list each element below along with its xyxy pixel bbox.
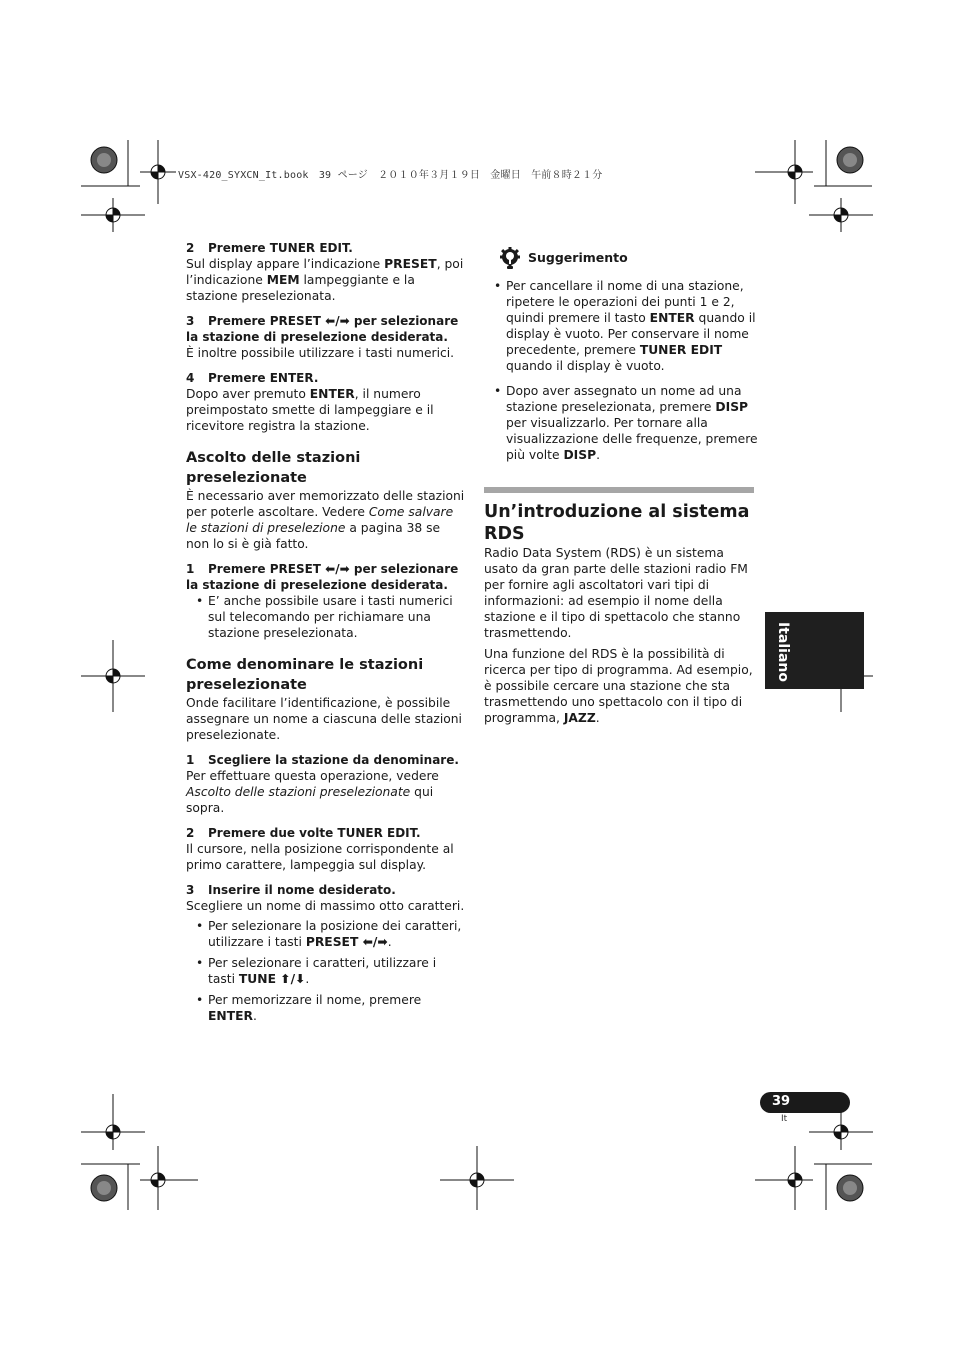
language-tab: [765, 612, 864, 689]
left-right-arrow-icon: ⬅/➡: [362, 935, 388, 949]
section-divider: [484, 487, 754, 493]
section-heading: Ascolto delle stazioni preselezionate: [186, 450, 361, 486]
step-body: Il cursore, nella posizione corrispondente al primo carattere, lampeggia sul display.: [186, 842, 454, 872]
print-header: VSX-420_SYXCN_It.book 39 ページ ２０１０年３月１９日 金曜日 午前８時２１分: [178, 170, 603, 181]
section-heading: Un’introduzione al sistema RDS: [484, 502, 750, 544]
step-body: È inoltre possibile utilizzare i tasti numerici.: [186, 346, 455, 360]
section-body: Una funzione del RDS è la possibilità di ricerca per tipo di programma. Ad esempio, è possibile cercare una stazione che sta trasmettendo uno spettacolo con il tipo di programma, JAZZ.: [484, 647, 753, 725]
section-body: Radio Data System (RDS) è un sistema usato da gran parte delle stazioni radio FM per fornire agli ascoltatori vari tipi di informazioni: ad esempio il nome della stazione e il tipo di spettacolo che stanno trasmettendo.: [484, 546, 748, 640]
list-item: • Per cancellare il nome di una stazione, ripetere le operazioni dei punti 1 e 2, quindi premere il tasto ENTER quando il display è vuoto. Per conservare il nome precedente, premere TUNER EDIT quando il display è vuoto.: [484, 278, 758, 374]
up-down-arrow-icon: ⬆/⬇: [280, 972, 306, 986]
step-body: Per effettuare questa operazione, vedere Ascolto delle stazioni preselezionate qui sopra.: [186, 769, 439, 815]
step-body: Dopo aver premuto ENTER, il numero preimpostato smette di lampeggiare e il ricevitore registra la stazione.: [186, 387, 434, 433]
step-body: Sul display appare l’indicazione PRESET, poi l’indicazione MEM lampeggiante e la stazione preselezionata.: [186, 257, 464, 303]
section-body: Onde facilitare l’identificazione, è possibile assegnare un nome a ciascuna delle stazioni preselezionate.: [186, 696, 462, 742]
bullet-list: [186, 918, 466, 1024]
lightbulb-gear-icon: [498, 246, 522, 270]
list-item: • Per memorizzare il nome, premere ENTER.: [186, 992, 466, 1024]
left-right-arrow-icon: ⬅/➡: [325, 314, 350, 328]
page-number: 39: [772, 1094, 791, 1109]
section-heading: Come denominare le stazioni preselezionate: [186, 657, 424, 693]
language-tab-label: Italiano: [775, 622, 791, 682]
left-right-arrow-icon: ⬅/➡: [325, 562, 350, 576]
tip-label: Suggerimento: [528, 250, 628, 265]
step-heading: 3 Inserire il nome desiderato.: [186, 883, 396, 897]
step-body: Scegliere un nome di massimo otto caratteri.: [186, 899, 465, 913]
step-heading: 4 Premere ENTER.: [186, 371, 319, 385]
page-number-badge: [760, 1092, 850, 1113]
tip-list: [484, 278, 758, 463]
tip-header: [498, 246, 758, 270]
step-heading: 3 Premere PRESET ⬅/➡ per selezionare la stazione di preselezione desiderata.: [186, 314, 459, 344]
page-language-code: It: [781, 1114, 788, 1124]
bullet-list: [186, 593, 466, 641]
list-item: • Dopo aver assegnato un nome ad una stazione preselezionata, premere DISP per visualizzarlo. Per tornare alla visualizzazione delle frequenze, premere più volte DISP.: [484, 383, 758, 463]
left-column: [186, 240, 466, 1024]
list-item: • E’ anche possibile usare i tasti numerici sul telecomando per richiamare una stazione preselezionata.: [186, 593, 466, 641]
right-column: [484, 246, 758, 726]
list-item: • Per selezionare la posizione dei caratteri, utilizzare i tasti PRESET ⬅/➡.: [186, 918, 466, 950]
step-heading: 2 Premere due volte TUNER EDIT.: [186, 826, 421, 840]
step-heading: 2 Premere TUNER EDIT.: [186, 241, 353, 255]
section-body: È necessario aver memorizzato delle stazioni per poterle ascoltare. Vedere Come salvare le stazioni di preselezione a pagina 38 se non lo si è già fatto.: [186, 489, 465, 551]
step-heading: 1 Premere PRESET ⬅/➡ per selezionare la stazione di preselezione desiderata.: [186, 562, 459, 592]
step-heading: 1 Scegliere la stazione da denominare.: [186, 753, 459, 767]
list-item: • Per selezionare i caratteri, utilizzare i tasti TUNE ⬆/⬇.: [186, 955, 466, 987]
